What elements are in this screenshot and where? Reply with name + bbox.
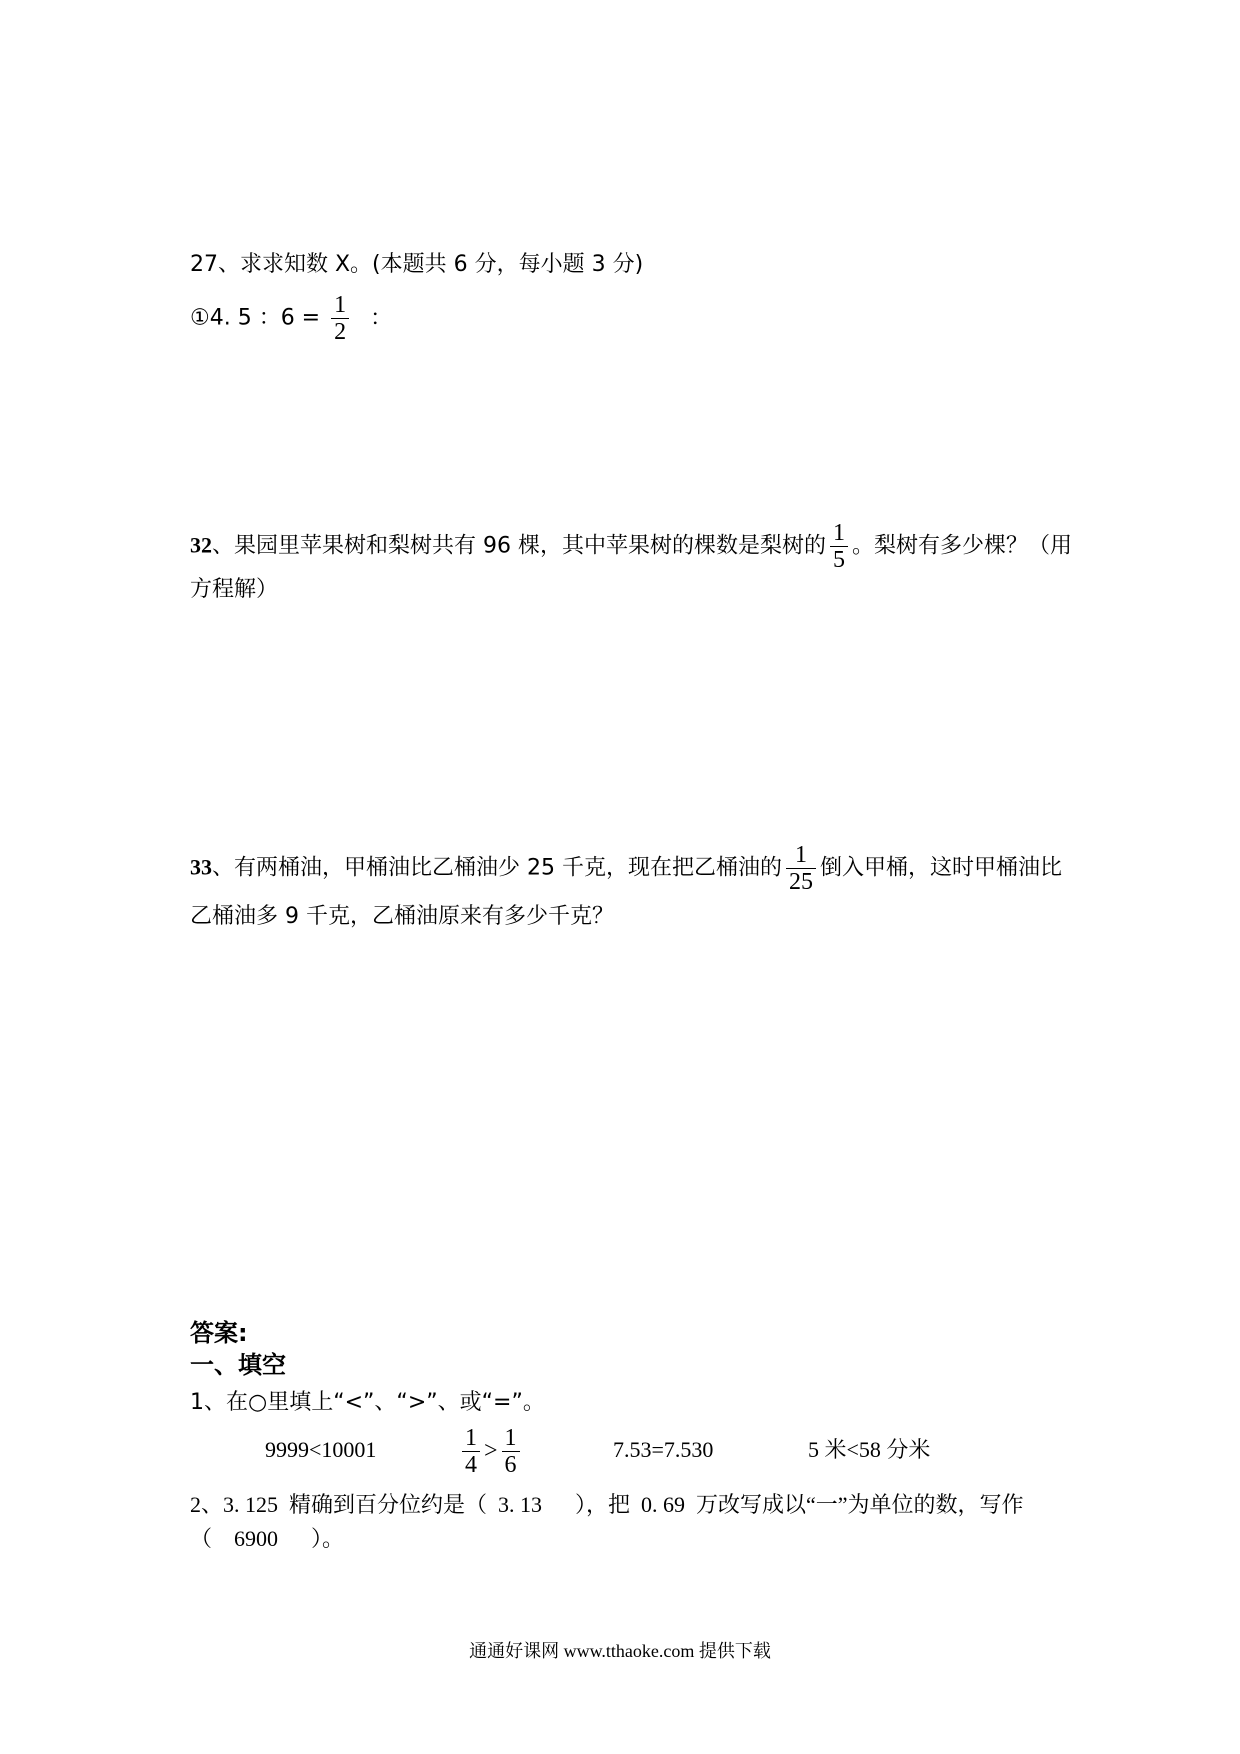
q32-frac-den: 5 — [832, 547, 845, 573]
q27-title: 27、求求知数 X。(本题共 6 分，每小题 3 分) — [190, 252, 644, 277]
q33-line2: 乙桶油多 9 千克，乙桶油原来有多少千克？ — [190, 904, 614, 929]
answers-compare1: 9999<10001 — [265, 1437, 377, 1462]
compare2-den-a: 4 — [465, 1451, 477, 1478]
q33-text-before: 、有两桶油，甲桶油比乙桶油少 25 千克，现在把乙桶油的 — [212, 855, 782, 881]
compare2-num-a: 1 — [462, 1425, 480, 1452]
q33-fraction — [786, 842, 816, 895]
q33-line1 — [190, 842, 1062, 895]
answers-heading: 答案: — [190, 1319, 248, 1347]
answers-item1: 1、在○里填上“<”、“>”、或“=”。 — [190, 1390, 545, 1415]
compare2-den-b: 6 — [504, 1451, 517, 1478]
answers-item2-line1: 2、3. 125 精确到百分位约是（ 3. 13 ），把 0. 69 万改写成以“一”为单位的数，写作 — [190, 1492, 1024, 1517]
q32-fraction — [830, 520, 848, 573]
q33-frac-den: 25 — [788, 869, 813, 895]
answers-compare3: 7.53=7.530 — [613, 1437, 714, 1462]
q32-line2: 方程解） — [190, 577, 279, 602]
answers-section1: 一、填空 — [190, 1351, 286, 1379]
q27-eq-left: ①4. 5 ：6 = — [190, 305, 321, 331]
q27-fraction — [331, 292, 349, 345]
q27-frac-num: 1 — [331, 292, 349, 319]
q33-number: 33 — [190, 854, 212, 880]
compare2-op: > — [484, 1438, 498, 1464]
q27-eq-right: ： — [370, 305, 393, 331]
answers-item2-line2: （ 6900 ）。 — [190, 1526, 345, 1551]
compare2-fraction-b — [502, 1425, 520, 1478]
compare2-fraction-a — [462, 1425, 480, 1478]
q27-equation — [190, 292, 392, 345]
answers-compare4: 5 米<58 分米 — [808, 1437, 931, 1462]
q32-frac-num: 1 — [830, 520, 848, 547]
q32-number: 32 — [190, 532, 212, 558]
q33-frac-num: 1 — [786, 842, 816, 869]
answers-compare2 — [458, 1421, 524, 1481]
q27-frac-den: 2 — [334, 319, 347, 345]
q32-line1 — [190, 520, 1072, 573]
q32-text-before: 、果园里苹果树和梨树共有 96 棵，其中苹果树的棵数是梨树的 — [212, 533, 826, 559]
q33-text-after: 倒入甲桶，这时甲桶油比 — [819, 855, 1062, 881]
compare2-num-b: 1 — [502, 1425, 520, 1452]
page-footer: 通通好课网 www.tthaoke.com 提供下载 — [469, 1641, 771, 1661]
q32-text-after: 。梨树有多少棵？（用 — [851, 533, 1072, 559]
